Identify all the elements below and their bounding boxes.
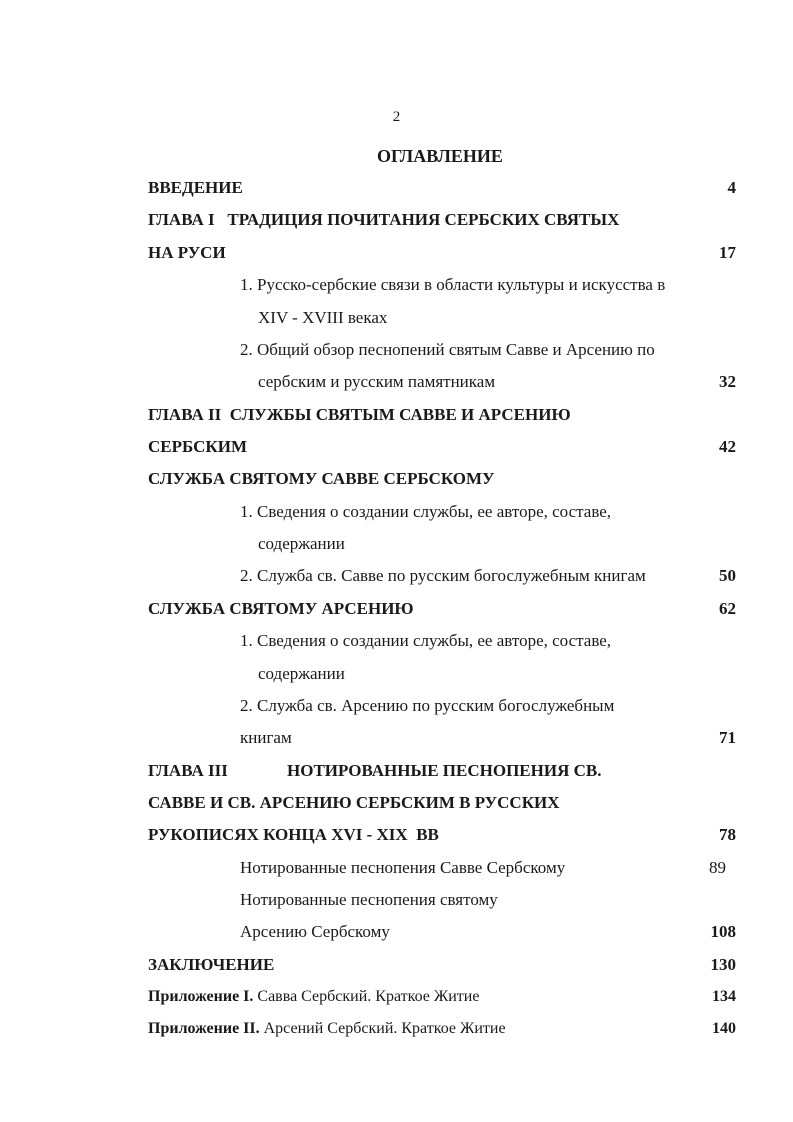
- toc-page-number: 108: [710, 922, 736, 941]
- toc-heading-savva-service: [0, 467, 793, 491]
- toc-section-2-4-line-1: [0, 694, 793, 718]
- toc-entry-label: содержании: [258, 664, 345, 683]
- toc-entry-label: СЛУЖБА СВЯТОМУ САВВЕ СЕРБСКОМУ: [148, 469, 495, 488]
- toc-section-1-2-line-1: [0, 338, 793, 362]
- toc-entry-label: СЛУЖБА СВЯТОМУ АРСЕНИЮ: [148, 599, 414, 618]
- toc-section-1-1-line-2: [0, 306, 793, 330]
- toc-chapter-3-line-1: [0, 759, 793, 783]
- toc-page-number: 130: [710, 955, 736, 974]
- toc-entry-label: 1. Сведения о создании службы, ее авторе, составе,: [240, 502, 612, 521]
- toc-entry-appendix-1: [0, 985, 793, 1009]
- toc-page-number: 62: [719, 599, 736, 618]
- toc-page-number: 4: [727, 178, 736, 197]
- toc-chapter-3-line-2: [0, 791, 793, 815]
- toc-entry-label: 1. Сведения о создании службы, ее авторе, составе,: [240, 631, 612, 650]
- appendix-label: Приложение I.: [148, 988, 254, 1005]
- toc-page-number: 89: [709, 858, 726, 877]
- toc-entry-label: НА РУСИ: [148, 243, 226, 262]
- toc-page-number: 134: [712, 988, 736, 1005]
- toc-entry-label: САВВЕ И СВ. АРСЕНИЮ СЕРБСКИМ В РУССКИХ: [148, 793, 560, 812]
- toc-section-2-3-line-1: [0, 629, 793, 653]
- appendix-title: Арсений Сербский. Краткое Житие: [259, 1020, 506, 1037]
- appendix-label: Приложение II.: [148, 1020, 260, 1037]
- page-number: 2: [392, 109, 401, 125]
- toc-entry-label: 2. Общий обзор песнопений святым Савве и Арсению по: [240, 340, 655, 359]
- toc-page-number: 42: [719, 437, 736, 456]
- toc-section-3-1: [0, 856, 793, 880]
- page-title: ОГЛАВЛЕНИЕ: [377, 146, 503, 166]
- toc-entry-label: содержании: [258, 534, 345, 553]
- toc-entry-label: XIV - XVIII веках: [258, 308, 388, 327]
- toc-entry-label: 2. Служба св. Арсению по русским богослужебным: [240, 696, 615, 715]
- toc-section-2-3-line-2: [0, 662, 793, 686]
- toc-entry-label: 2. Служба св. Савве по русским богослужебным книгам: [240, 566, 646, 585]
- toc-entry-label: Нотированные песнопения святому: [240, 890, 498, 909]
- toc-page-number: 78: [719, 825, 736, 844]
- toc-page-number: 140: [712, 1020, 736, 1037]
- toc-section-2-1-line-2: [0, 532, 793, 556]
- toc-section-3-2-line-2: [0, 920, 793, 944]
- toc-entry-appendix-2: [0, 1017, 793, 1041]
- toc-entry-text: [148, 1017, 506, 1041]
- toc-page-number: 71: [719, 728, 736, 747]
- toc-entry-label: ЗАКЛЮЧЕНИЕ: [148, 955, 275, 974]
- toc-entry-label: НОТИРОВАННЫЕ ПЕСНОПЕНИЯ СВ.: [287, 761, 602, 780]
- toc-section-3-2-line-1: [0, 888, 793, 912]
- toc-entry-label: книгам: [240, 728, 292, 747]
- toc-page-number: 50: [719, 566, 736, 585]
- appendix-title: Савва Сербский. Краткое Житие: [253, 988, 480, 1005]
- toc-entry-label: ГЛАВА II СЛУЖБЫ СВЯТЫМ САВВЕ И АРСЕНИЮ: [148, 405, 571, 424]
- toc-entry-label: СЕРБСКИМ: [148, 437, 247, 456]
- toc-chapter-label: ГЛАВА III: [148, 761, 228, 780]
- toc-entry-label: 1. Русско-сербские связи в области культуры и искусства в: [240, 275, 666, 294]
- toc-entry-label: Нотированные песнопения Савве Сербскому: [240, 858, 566, 877]
- toc-section-1-2-line-2: [0, 370, 793, 394]
- toc-entry-label: ГЛАВА I ТРАДИЦИЯ ПОЧИТАНИЯ СЕРБСКИХ СВЯТЫХ: [148, 210, 620, 229]
- toc-section-1-1-line-1: [0, 273, 793, 297]
- toc-page-number: 17: [719, 243, 736, 262]
- toc-chapter-3-line-3: [0, 823, 793, 847]
- toc-chapter-1-line-1: [0, 208, 793, 232]
- toc-section-2-2: [0, 564, 793, 588]
- toc-page-number: 32: [719, 372, 736, 391]
- toc-chapter-2-line-2: [0, 435, 793, 459]
- toc-chapter-2-line-1: [0, 403, 793, 427]
- toc-heading-arseny-service: [0, 597, 793, 621]
- toc-chapter-1-line-2: [0, 241, 793, 265]
- toc-entry-label: РУКОПИСЯХ КОНЦА XVI - XIX ВВ: [148, 825, 439, 844]
- toc-entry-intro: [0, 176, 793, 200]
- toc-entry-conclusion: [0, 953, 793, 977]
- toc-entry-label: Арсению Сербскому: [240, 922, 390, 941]
- toc-entry-label: сербским и русским памятникам: [258, 372, 496, 391]
- toc-section-2-4-line-2: [0, 726, 793, 750]
- toc-section-2-1-line-1: [0, 500, 793, 524]
- toc-entry-label: ВВЕДЕНИЕ: [148, 178, 243, 197]
- toc-entry-text: [148, 985, 479, 1009]
